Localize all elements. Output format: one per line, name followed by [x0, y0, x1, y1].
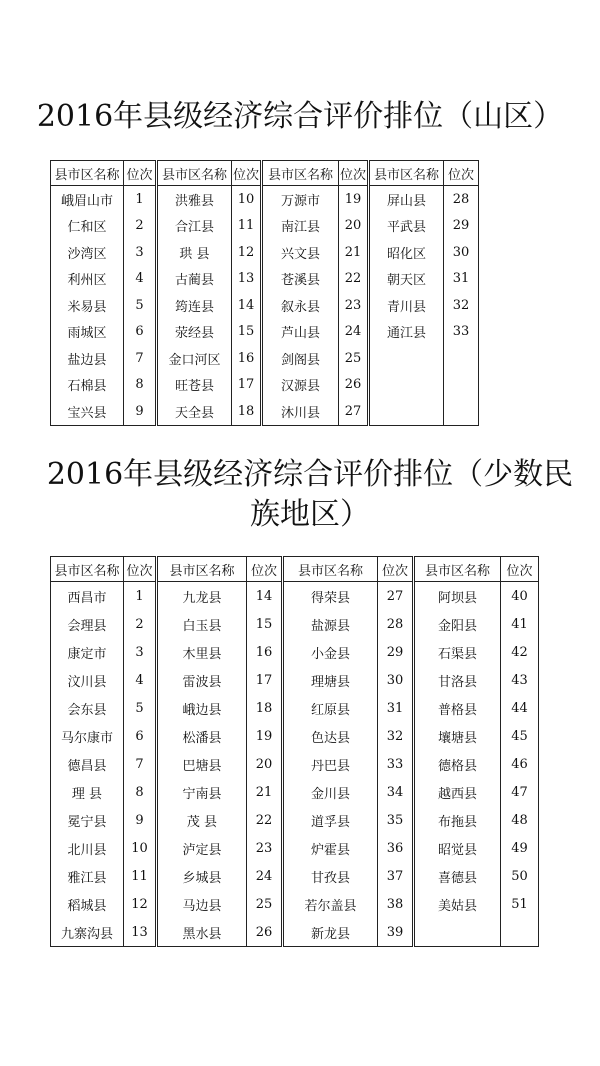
rank-cell: 44	[501, 694, 539, 722]
column-header-name: 县市区名称	[157, 557, 247, 582]
table-row	[51, 398, 479, 425]
rank-cell: 46	[501, 750, 539, 778]
rank-cell: 45	[501, 722, 539, 750]
county-name-cell	[414, 918, 501, 947]
rank-cell: 25	[339, 345, 369, 372]
rank-cell: 6	[124, 722, 157, 750]
rank-cell: 16	[232, 345, 262, 372]
rank-cell: 39	[378, 918, 414, 947]
county-name-cell: 雅江县	[51, 862, 124, 890]
county-name-cell: 丹巴县	[283, 750, 378, 778]
county-name-cell: 白玉县	[157, 610, 247, 638]
column-header-name: 县市区名称	[51, 557, 124, 582]
rank-cell: 10	[124, 834, 157, 862]
table-row	[51, 918, 539, 947]
rank-cell	[444, 345, 479, 372]
table-header-row	[51, 557, 539, 582]
column-header-name: 县市区名称	[157, 161, 232, 186]
county-name-cell: 甘洛县	[414, 666, 501, 694]
county-name-cell: 峨边县	[157, 694, 247, 722]
county-name-cell: 合江县	[157, 213, 232, 240]
county-name-cell: 沐川县	[262, 398, 339, 425]
county-name-cell: 朝天区	[369, 266, 444, 293]
county-name-cell: 西昌市	[51, 582, 124, 611]
rank-cell: 43	[501, 666, 539, 694]
rank-cell: 21	[247, 778, 283, 806]
rank-cell: 4	[124, 666, 157, 694]
column-header-rank: 位次	[247, 557, 283, 582]
county-name-cell: 峨眉山市	[51, 186, 124, 213]
county-name-cell: 越西县	[414, 778, 501, 806]
rank-cell: 26	[339, 372, 369, 399]
rank-cell: 15	[247, 610, 283, 638]
column-header-rank: 位次	[124, 161, 157, 186]
table-row	[51, 292, 479, 319]
rank-cell: 40	[501, 582, 539, 611]
rank-cell: 35	[378, 806, 414, 834]
county-name-cell: 汶川县	[51, 666, 124, 694]
county-name-cell: 旺苍县	[157, 372, 232, 399]
rank-cell: 2	[124, 213, 157, 240]
rank-cell: 12	[232, 239, 262, 266]
county-name-cell: 昭化区	[369, 239, 444, 266]
rank-cell: 26	[247, 918, 283, 947]
county-name-cell: 南江县	[262, 213, 339, 240]
rank-cell: 4	[124, 266, 157, 293]
county-name-cell: 若尔盖县	[283, 890, 378, 918]
column-header-rank: 位次	[339, 161, 369, 186]
table-row	[51, 862, 539, 890]
county-name-cell: 得荣县	[283, 582, 378, 611]
table-header-row	[51, 161, 479, 186]
column-header-name: 县市区名称	[262, 161, 339, 186]
county-name-cell: 巴塘县	[157, 750, 247, 778]
column-header-name: 县市区名称	[283, 557, 378, 582]
county-name-cell: 炉霍县	[283, 834, 378, 862]
rank-cell: 28	[444, 186, 479, 213]
county-name-cell: 叙永县	[262, 292, 339, 319]
county-name-cell: 阿坝县	[414, 582, 501, 611]
county-name-cell: 金川县	[283, 778, 378, 806]
rank-cell: 14	[232, 292, 262, 319]
rank-cell: 38	[378, 890, 414, 918]
county-name-cell: 康定市	[51, 638, 124, 666]
table-row	[51, 345, 479, 372]
table-row	[51, 372, 479, 399]
rank-cell: 8	[124, 778, 157, 806]
county-name-cell: 美姑县	[414, 890, 501, 918]
rank-cell: 41	[501, 610, 539, 638]
rank-cell: 3	[124, 239, 157, 266]
county-name-cell: 稻城县	[51, 890, 124, 918]
county-name-cell: 新龙县	[283, 918, 378, 947]
rank-cell: 12	[124, 890, 157, 918]
county-name-cell	[369, 372, 444, 399]
rank-cell: 51	[501, 890, 539, 918]
table-row	[51, 806, 539, 834]
table-row	[51, 186, 479, 213]
column-header-rank: 位次	[378, 557, 414, 582]
rank-cell: 22	[339, 266, 369, 293]
county-name-cell: 普格县	[414, 694, 501, 722]
rank-cell: 18	[247, 694, 283, 722]
county-name-cell: 石渠县	[414, 638, 501, 666]
rank-cell: 5	[124, 694, 157, 722]
rank-cell: 23	[247, 834, 283, 862]
page-title-minority: 2016年县级经济综合评价排位（少数民族地区）	[46, 457, 574, 532]
minority-table-body	[51, 582, 539, 947]
rank-cell: 49	[501, 834, 539, 862]
rank-cell: 6	[124, 319, 157, 346]
county-name-cell: 雨城区	[51, 319, 124, 346]
rank-cell	[444, 372, 479, 399]
rank-cell: 19	[339, 186, 369, 213]
rank-cell: 27	[339, 398, 369, 425]
county-name-cell: 仁和区	[51, 213, 124, 240]
county-name-cell: 德昌县	[51, 750, 124, 778]
county-name-cell: 青川县	[369, 292, 444, 319]
rank-cell: 7	[124, 750, 157, 778]
county-name-cell: 冕宁县	[51, 806, 124, 834]
county-name-cell: 金口河区	[157, 345, 232, 372]
county-name-cell	[369, 345, 444, 372]
rank-cell: 18	[232, 398, 262, 425]
rank-cell: 11	[124, 862, 157, 890]
column-header-name: 县市区名称	[369, 161, 444, 186]
rank-cell: 50	[501, 862, 539, 890]
county-name-cell: 沙湾区	[51, 239, 124, 266]
rank-cell: 30	[444, 239, 479, 266]
rank-cell: 15	[232, 319, 262, 346]
county-name-cell: 芦山县	[262, 319, 339, 346]
rank-cell: 1	[124, 582, 157, 611]
county-name-cell: 九龙县	[157, 582, 247, 611]
table-row	[51, 610, 539, 638]
rank-cell	[501, 918, 539, 947]
mountain-ranking-table	[50, 160, 479, 426]
column-header-rank: 位次	[232, 161, 262, 186]
rank-cell: 10	[232, 186, 262, 213]
county-name-cell: 木里县	[157, 638, 247, 666]
county-name-cell: 北川县	[51, 834, 124, 862]
rank-cell: 31	[444, 266, 479, 293]
rank-cell: 37	[378, 862, 414, 890]
county-name-cell: 屏山县	[369, 186, 444, 213]
mountain-table-body	[51, 186, 479, 426]
table-row	[51, 834, 539, 862]
county-name-cell: 小金县	[283, 638, 378, 666]
county-name-cell: 天全县	[157, 398, 232, 425]
rank-cell: 33	[444, 319, 479, 346]
rank-cell: 19	[247, 722, 283, 750]
county-name-cell: 万源市	[262, 186, 339, 213]
table-row	[51, 890, 539, 918]
county-name-cell: 甘孜县	[283, 862, 378, 890]
county-name-cell: 筠连县	[157, 292, 232, 319]
county-name-cell: 会东县	[51, 694, 124, 722]
rank-cell: 27	[378, 582, 414, 611]
rank-cell: 2	[124, 610, 157, 638]
county-name-cell: 雷波县	[157, 666, 247, 694]
county-name-cell: 色达县	[283, 722, 378, 750]
rank-cell: 17	[247, 666, 283, 694]
county-name-cell: 宝兴县	[51, 398, 124, 425]
minority-ranking-table	[50, 556, 539, 947]
county-name-cell: 汉源县	[262, 372, 339, 399]
column-header-name: 县市区名称	[51, 161, 124, 186]
rank-cell: 32	[378, 722, 414, 750]
county-name-cell: 马边县	[157, 890, 247, 918]
rank-cell: 28	[378, 610, 414, 638]
column-header-rank: 位次	[124, 557, 157, 582]
table-row	[51, 638, 539, 666]
rank-cell: 23	[339, 292, 369, 319]
rank-cell: 14	[247, 582, 283, 611]
county-name-cell: 九寨沟县	[51, 918, 124, 947]
table-row	[51, 722, 539, 750]
table-row	[51, 319, 479, 346]
county-name-cell: 石棉县	[51, 372, 124, 399]
county-name-cell: 德格县	[414, 750, 501, 778]
rank-cell: 48	[501, 806, 539, 834]
rank-cell: 30	[378, 666, 414, 694]
county-name-cell: 理塘县	[283, 666, 378, 694]
county-name-cell: 宁南县	[157, 778, 247, 806]
county-name-cell: 马尔康市	[51, 722, 124, 750]
rank-cell: 9	[124, 806, 157, 834]
county-name-cell: 苍溪县	[262, 266, 339, 293]
rank-cell: 3	[124, 638, 157, 666]
county-name-cell: 荥经县	[157, 319, 232, 346]
column-header-rank: 位次	[501, 557, 539, 582]
county-name-cell: 平武县	[369, 213, 444, 240]
table-row	[51, 266, 479, 293]
county-name-cell: 道孚县	[283, 806, 378, 834]
rank-cell: 11	[232, 213, 262, 240]
county-name-cell: 古蔺县	[157, 266, 232, 293]
county-name-cell: 剑阁县	[262, 345, 339, 372]
rank-cell: 7	[124, 345, 157, 372]
county-name-cell: 乡城县	[157, 862, 247, 890]
rank-cell: 36	[378, 834, 414, 862]
rank-cell: 42	[501, 638, 539, 666]
county-name-cell: 理 县	[51, 778, 124, 806]
county-name-cell: 金阳县	[414, 610, 501, 638]
county-name-cell: 布拖县	[414, 806, 501, 834]
rank-cell: 31	[378, 694, 414, 722]
rank-cell: 16	[247, 638, 283, 666]
rank-cell: 1	[124, 186, 157, 213]
county-name-cell: 盐源县	[283, 610, 378, 638]
rank-cell: 29	[444, 213, 479, 240]
table-row	[51, 213, 479, 240]
rank-cell: 17	[232, 372, 262, 399]
rank-cell: 22	[247, 806, 283, 834]
county-name-cell: 洪雅县	[157, 186, 232, 213]
county-name-cell: 昭觉县	[414, 834, 501, 862]
county-name-cell	[369, 398, 444, 425]
rank-cell: 20	[339, 213, 369, 240]
column-header-name: 县市区名称	[414, 557, 501, 582]
rank-cell: 34	[378, 778, 414, 806]
column-header-rank: 位次	[444, 161, 479, 186]
county-name-cell: 利州区	[51, 266, 124, 293]
table-row	[51, 750, 539, 778]
county-name-cell: 会理县	[51, 610, 124, 638]
rank-cell	[444, 398, 479, 425]
county-name-cell: 珙 县	[157, 239, 232, 266]
table-row	[51, 694, 539, 722]
page-title-mountain: 2016年县级经济综合评价排位（山区）	[36, 99, 564, 134]
rank-cell: 25	[247, 890, 283, 918]
county-name-cell: 喜德县	[414, 862, 501, 890]
rank-cell: 8	[124, 372, 157, 399]
county-name-cell: 泸定县	[157, 834, 247, 862]
rank-cell: 20	[247, 750, 283, 778]
table-row	[51, 582, 539, 611]
rank-cell: 9	[124, 398, 157, 425]
county-name-cell: 红原县	[283, 694, 378, 722]
table-row	[51, 666, 539, 694]
county-name-cell: 壤塘县	[414, 722, 501, 750]
rank-cell: 33	[378, 750, 414, 778]
county-name-cell: 黑水县	[157, 918, 247, 947]
rank-cell: 24	[339, 319, 369, 346]
county-name-cell: 盐边县	[51, 345, 124, 372]
county-name-cell: 通江县	[369, 319, 444, 346]
rank-cell: 24	[247, 862, 283, 890]
county-name-cell: 松潘县	[157, 722, 247, 750]
rank-cell: 21	[339, 239, 369, 266]
rank-cell: 29	[378, 638, 414, 666]
rank-cell: 32	[444, 292, 479, 319]
rank-cell: 13	[232, 266, 262, 293]
county-name-cell: 兴文县	[262, 239, 339, 266]
rank-cell: 47	[501, 778, 539, 806]
county-name-cell: 米易县	[51, 292, 124, 319]
table-row	[51, 778, 539, 806]
rank-cell: 13	[124, 918, 157, 947]
county-name-cell: 茂 县	[157, 806, 247, 834]
rank-cell: 5	[124, 292, 157, 319]
table-row	[51, 239, 479, 266]
